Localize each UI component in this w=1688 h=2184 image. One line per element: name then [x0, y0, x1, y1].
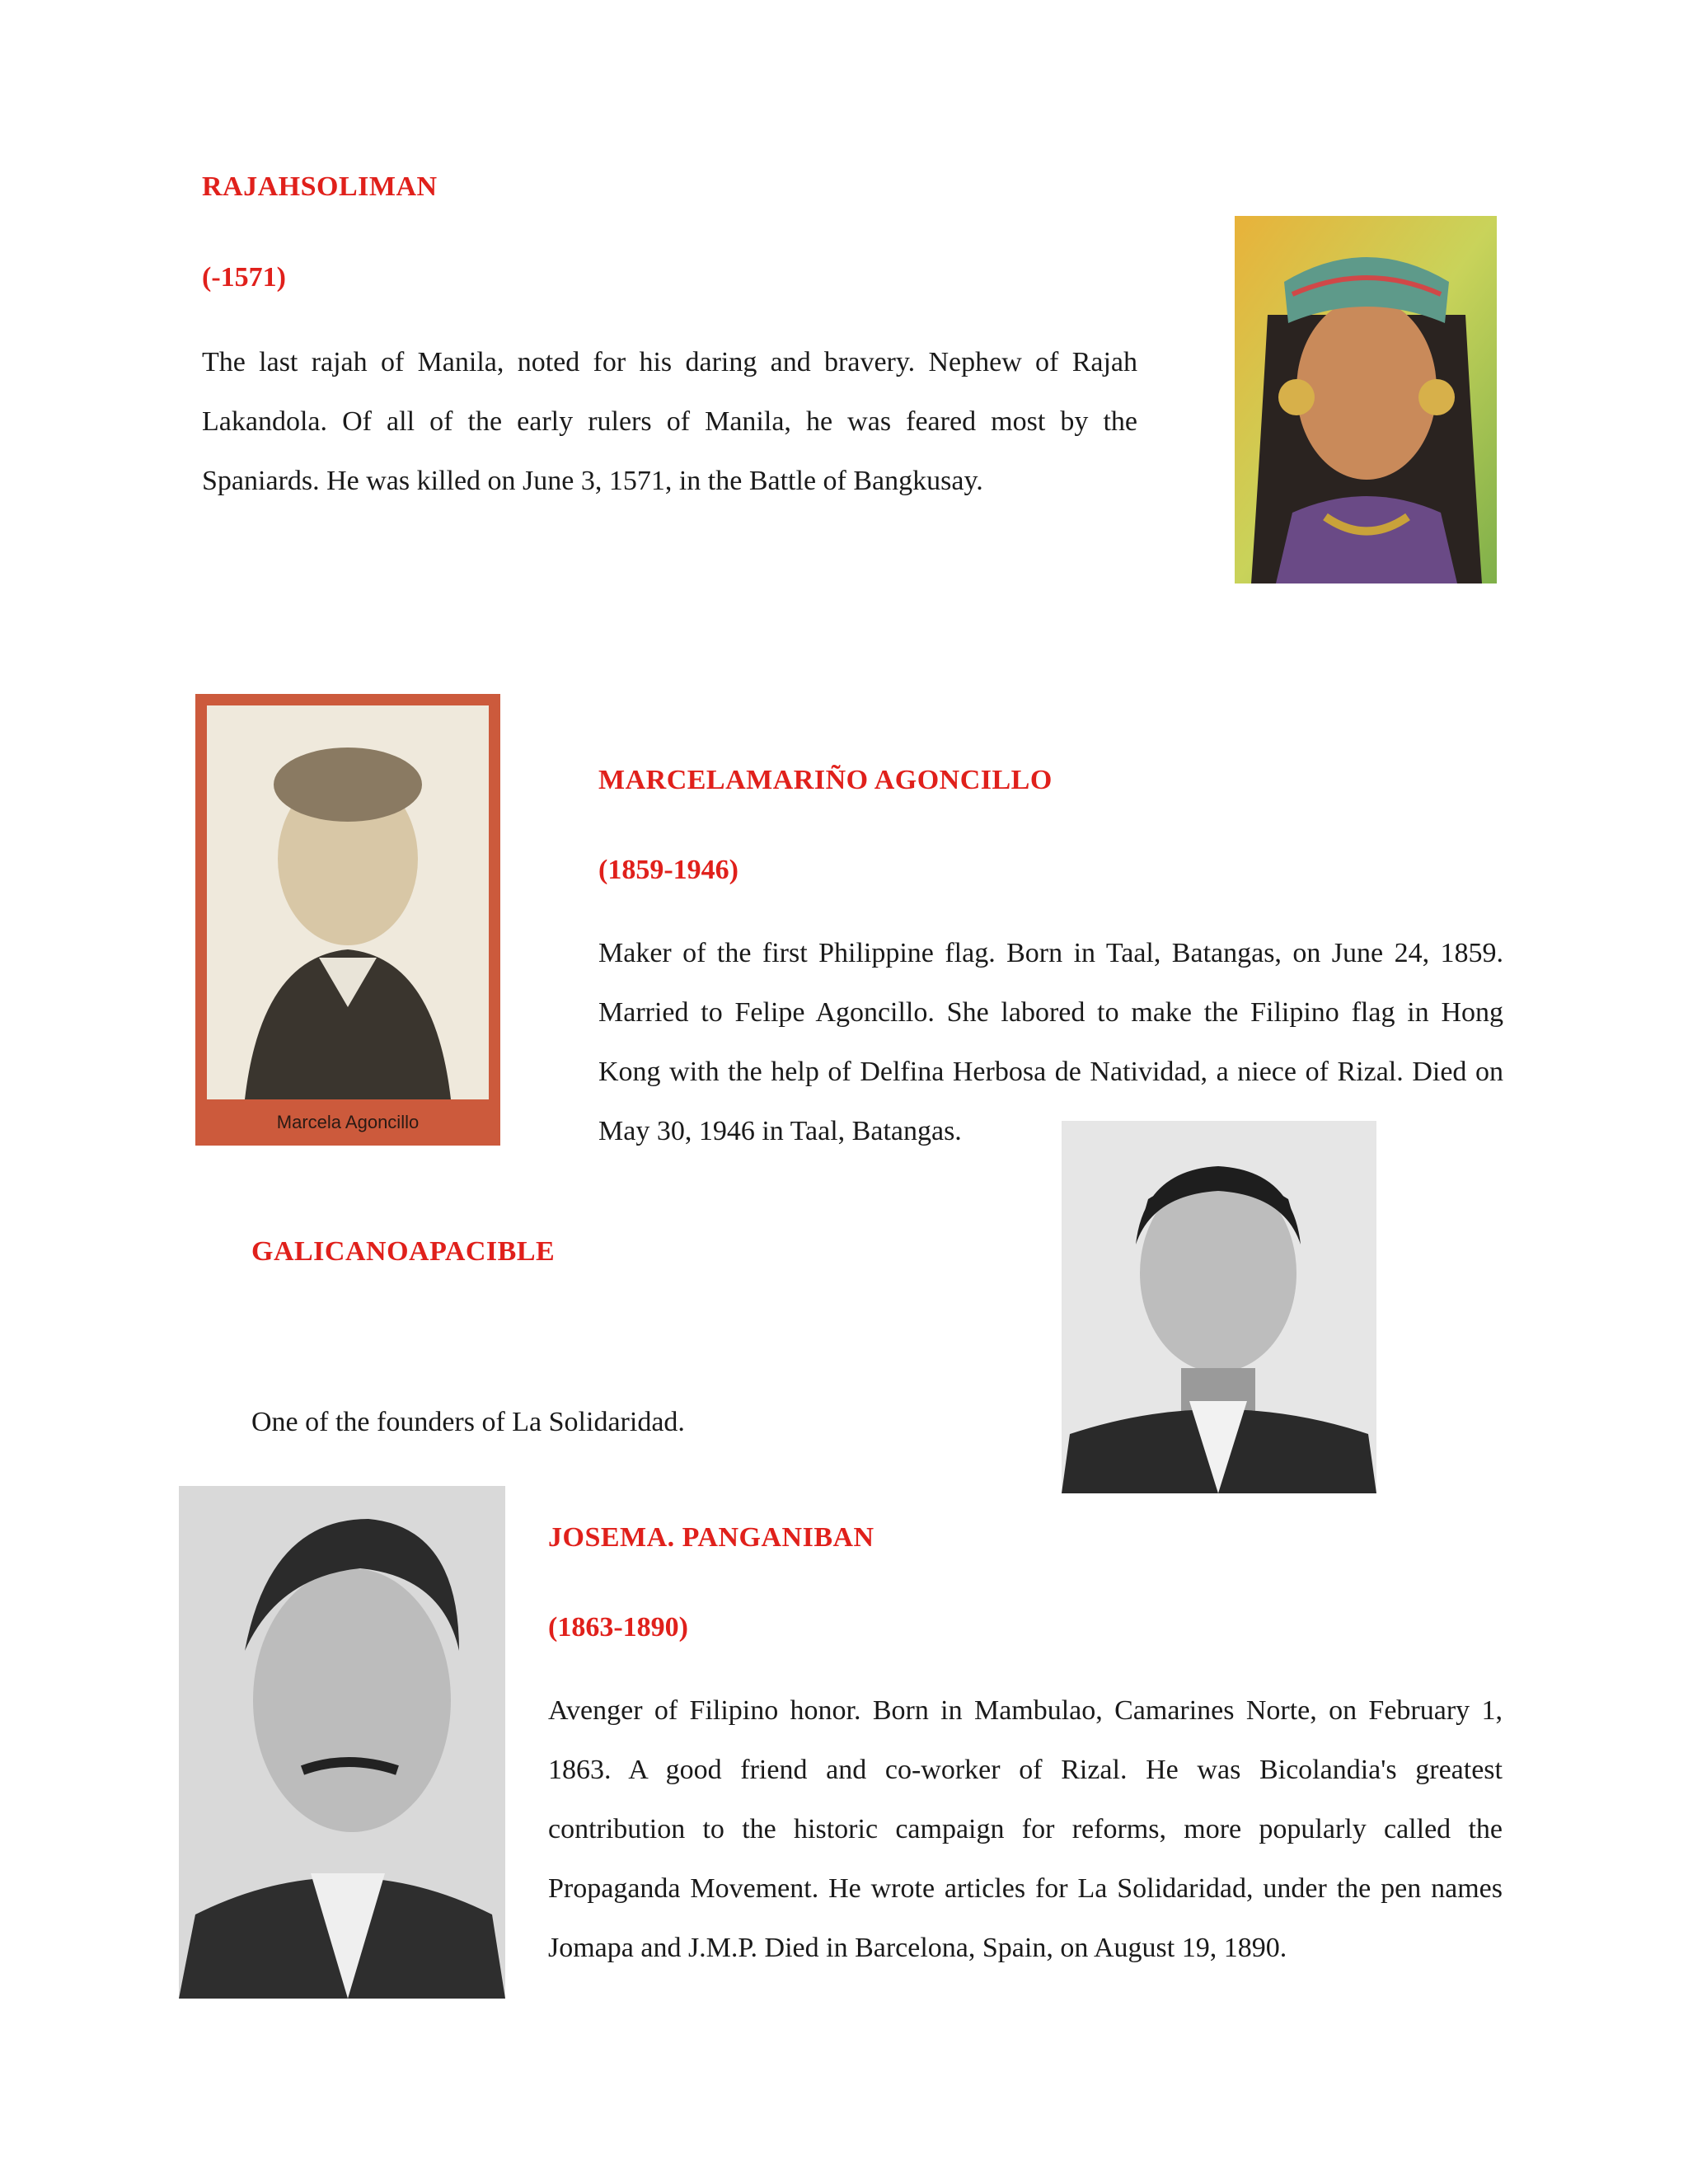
bio-galicano-apacible: One of the founders of La Solidaridad. — [251, 1407, 685, 1437]
portrait-jose-panganiban — [179, 1486, 505, 1999]
years-rajah-soliman: (-1571) — [202, 262, 286, 293]
bio-jose-panganiban: Avenger of Filipino honor. Born in Mambulao, Camarines Norte, on February 1, 1863. A good friend and co-worker of Rizal. He was Bicolandia's greatest contribution to the historic campaign for reforms, more popularly called the Propaganda Movement. He wrote articles for La Solidaridad, under the pen names Jomapa and J.M.P. Died in Barcelona, Spain, on August 19, 1890. — [548, 1695, 1503, 1963]
heading-rajah-soliman: RAJAHSOLIMAN — [202, 171, 438, 202]
heading-galicano-apacible: GALICANOAPACIBLE — [251, 1236, 556, 1267]
bio-marcela-agoncillo: Maker of the first Philippine flag. Born in Taal, Batangas, on June 24, 1859. Married to Felipe Agoncillo. She labored to make the Filipino flag in Hong Kong with the help of Delfina Herbosa de Natividad, a niece of Rizal. Died on May 30, 1946 in Taal, Batangas. — [598, 938, 1503, 1146]
portrait-caption: Marcela Agoncillo — [276, 1112, 420, 1132]
portrait-marcela-agoncillo — [195, 694, 500, 1146]
heading-jose-panganiban: JOSEMA. PANGANIBAN — [548, 1522, 874, 1553]
bio-rajah-soliman: The last rajah of Manila, noted for his daring and bravery. Nephew of Rajah Lakandola. Of all of the early rulers of Manila, he was feared most by the Spaniards. He was killed on June 3, 1571, in the Battle of Bangkusay. — [202, 347, 1137, 496]
portrait-rajah-soliman — [1235, 216, 1497, 583]
portrait-galicano-apacible — [1062, 1121, 1376, 1493]
years-marcela-agoncillo: (1859-1946) — [598, 855, 738, 885]
years-jose-panganiban: (1863-1890) — [548, 1612, 688, 1643]
heading-marcela-agoncillo: MARCELAMARIÑO AGONCILLO — [598, 765, 1053, 795]
